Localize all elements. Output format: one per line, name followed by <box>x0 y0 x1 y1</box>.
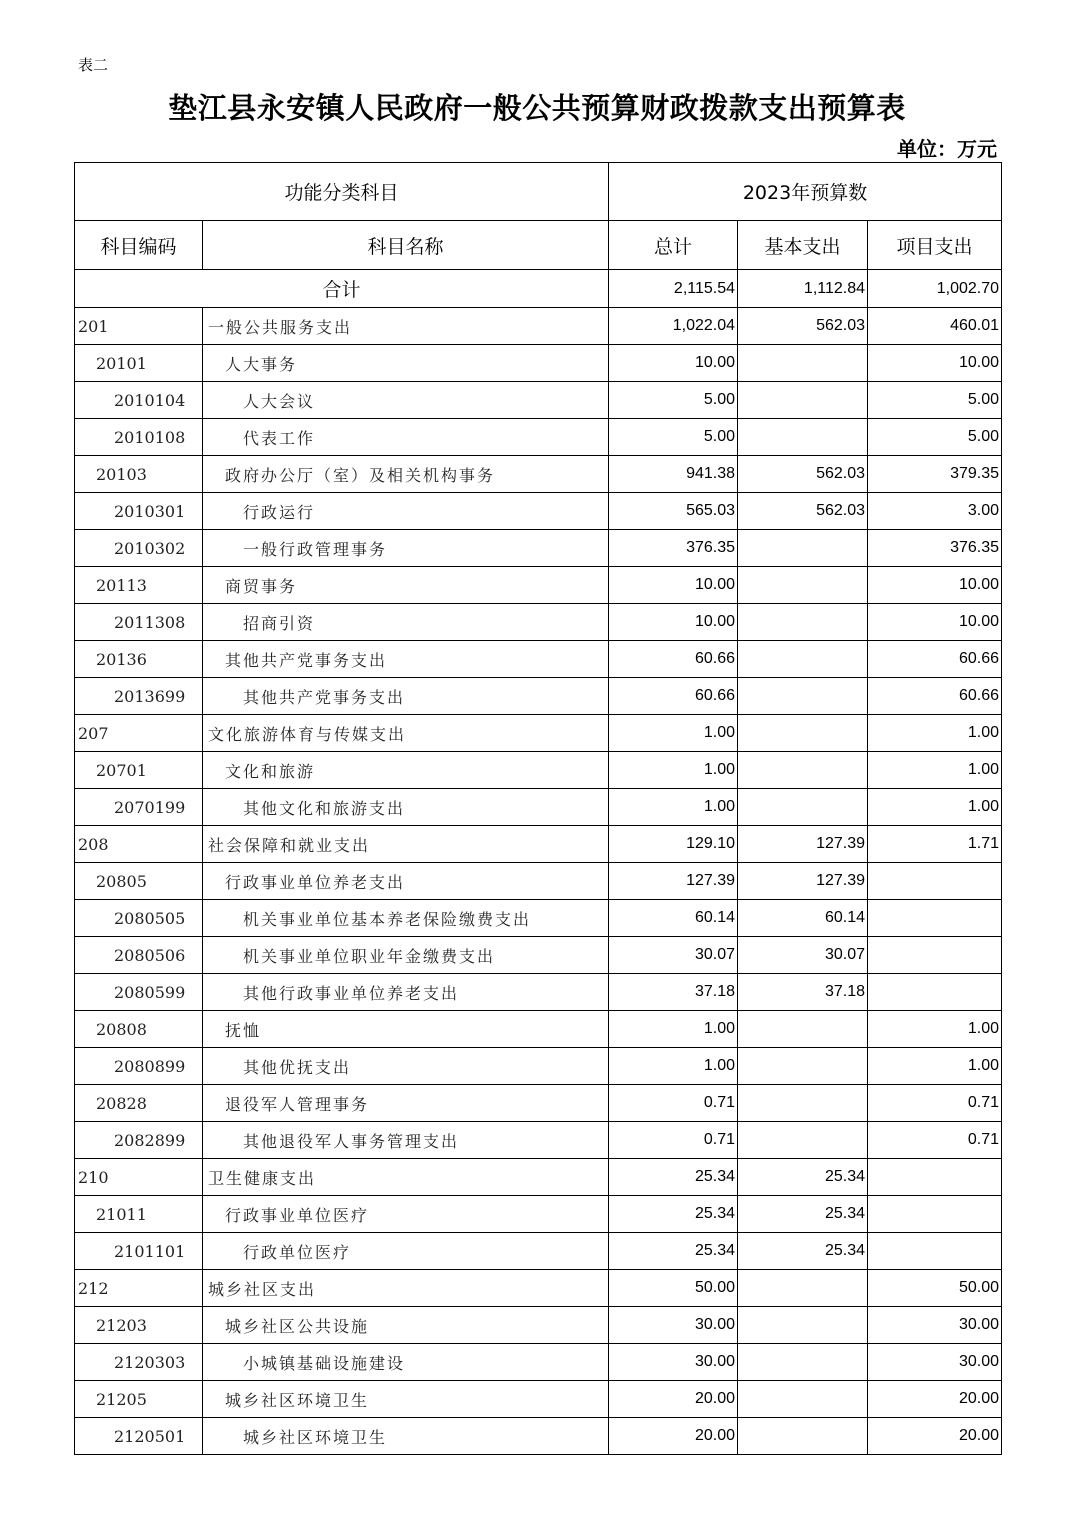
subject-name-cell: 小城镇基础设施建设 <box>203 1344 609 1381</box>
project-amount-cell: 460.01 <box>868 308 1002 345</box>
total-amount-cell: 5.00 <box>609 382 738 419</box>
subject-name-cell: 招商引资 <box>203 604 609 641</box>
subject-name-cell: 其他退役军人事务管理支出 <box>203 1122 609 1159</box>
subject-name-cell: 社会保障和就业支出 <box>203 826 609 863</box>
total-amount-cell: 30.00 <box>609 1307 738 1344</box>
subject-name-cell: 行政事业单位医疗 <box>203 1196 609 1233</box>
basic-amount-cell <box>738 1011 868 1048</box>
basic-amount-cell: 562.03 <box>738 456 868 493</box>
subject-code-cell: 2101101 <box>75 1233 203 1270</box>
subject-name-cell: 人大会议 <box>203 382 609 419</box>
subject-name-cell: 行政运行 <box>203 493 609 530</box>
table-row <box>75 1011 1002 1048</box>
subject-name-cell: 其他文化和旅游支出 <box>203 789 609 826</box>
subject-name-cell: 一般公共服务支出 <box>203 308 609 345</box>
table-row <box>75 382 1002 419</box>
table-row <box>75 345 1002 382</box>
table-row <box>75 1159 1002 1196</box>
total-amount-cell: 941.38 <box>609 456 738 493</box>
table-row <box>75 789 1002 826</box>
subject-name-cell: 一般行政管理事务 <box>203 530 609 567</box>
subject-name-cell: 城乡社区支出 <box>203 1270 609 1307</box>
table-row <box>75 715 1002 752</box>
subject-name-cell: 退役军人管理事务 <box>203 1085 609 1122</box>
subject-code-cell: 2082899 <box>75 1122 203 1159</box>
total-amount-cell: 1.00 <box>609 789 738 826</box>
table-row <box>75 641 1002 678</box>
subject-name-cell: 其他共产党事务支出 <box>203 678 609 715</box>
subject-code-cell: 2013699 <box>75 678 203 715</box>
table-row <box>75 678 1002 715</box>
table-row <box>75 493 1002 530</box>
subject-code-cell: 208 <box>75 826 203 863</box>
total-amount-cell: 60.66 <box>609 678 738 715</box>
table-row <box>75 1048 1002 1085</box>
basic-amount-cell: 37.18 <box>738 974 868 1011</box>
subject-name-cell: 行政单位医疗 <box>203 1233 609 1270</box>
table-row <box>75 900 1002 937</box>
subject-code-cell: 2120303 <box>75 1344 203 1381</box>
total-amount-cell: 30.00 <box>609 1344 738 1381</box>
table-row <box>75 937 1002 974</box>
table-row <box>75 863 1002 900</box>
basic-amount-cell <box>738 530 868 567</box>
basic-amount-cell: 562.03 <box>738 493 868 530</box>
basic-amount-cell <box>738 345 868 382</box>
project-amount-cell: 5.00 <box>868 382 1002 419</box>
subject-code-cell: 2120501 <box>75 1418 203 1455</box>
total-amount-cell: 10.00 <box>609 345 738 382</box>
total-amount-cell: 565.03 <box>609 493 738 530</box>
total-amount-cell: 20.00 <box>609 1381 738 1418</box>
total-label: 合计 <box>75 270 609 308</box>
project-amount-cell: 10.00 <box>868 345 1002 382</box>
project-amount-cell: 5.00 <box>868 419 1002 456</box>
total-amount-cell: 127.39 <box>609 863 738 900</box>
project-amount-cell: 30.00 <box>868 1307 1002 1344</box>
header-basic: 基本支出 <box>738 221 868 270</box>
basic-amount-cell <box>738 419 868 456</box>
subject-code-cell: 2080899 <box>75 1048 203 1085</box>
project-amount-cell <box>868 974 1002 1011</box>
subject-code-cell: 21205 <box>75 1381 203 1418</box>
basic-amount-cell <box>738 382 868 419</box>
table-row <box>75 752 1002 789</box>
table-row <box>75 456 1002 493</box>
table-row <box>75 308 1002 345</box>
header-code: 科目编码 <box>75 221 203 270</box>
table-row <box>75 1307 1002 1344</box>
subject-code-cell: 2080599 <box>75 974 203 1011</box>
total-amount-cell: 0.71 <box>609 1085 738 1122</box>
subject-name-cell: 文化旅游体育与传媒支出 <box>203 715 609 752</box>
subject-name-cell: 机关事业单位基本养老保险缴费支出 <box>203 900 609 937</box>
subject-name-cell: 机关事业单位职业年金缴费支出 <box>203 937 609 974</box>
project-amount-cell: 379.35 <box>868 456 1002 493</box>
project-amount-cell: 1.00 <box>868 752 1002 789</box>
subject-code-cell: 21203 <box>75 1307 203 1344</box>
table-row <box>75 1270 1002 1307</box>
basic-amount-cell <box>738 789 868 826</box>
project-amount-cell: 20.00 <box>868 1418 1002 1455</box>
basic-amount-cell <box>738 641 868 678</box>
basic-amount-cell <box>738 752 868 789</box>
total-row <box>75 270 1002 308</box>
basic-amount-cell: 25.34 <box>738 1233 868 1270</box>
header-function-class: 功能分类科目 <box>75 163 609 221</box>
total-amount-cell: 37.18 <box>609 974 738 1011</box>
header-budget-year: 2023年预算数 <box>609 163 1002 221</box>
project-amount-cell: 30.00 <box>868 1344 1002 1381</box>
basic-amount-cell: 60.14 <box>738 900 868 937</box>
basic-amount-cell: 25.34 <box>738 1196 868 1233</box>
project-amount-cell: 20.00 <box>868 1381 1002 1418</box>
project-amount-cell: 1.00 <box>868 715 1002 752</box>
subject-code-cell: 212 <box>75 1270 203 1307</box>
table-row <box>75 1196 1002 1233</box>
table-row <box>75 604 1002 641</box>
total-amount-cell: 1,022.04 <box>609 308 738 345</box>
unit-label: 单位：万元 <box>897 137 997 161</box>
project-amount-cell <box>868 1159 1002 1196</box>
basic-amount-cell <box>738 1085 868 1122</box>
project-amount-cell <box>868 1233 1002 1270</box>
table-row <box>75 567 1002 604</box>
project-amount-cell: 0.71 <box>868 1122 1002 1159</box>
subject-name-cell: 城乡社区环境卫生 <box>203 1381 609 1418</box>
total-amount-cell: 1.00 <box>609 1048 738 1085</box>
subject-code-cell: 207 <box>75 715 203 752</box>
total-amount-cell: 376.35 <box>609 530 738 567</box>
subject-code-cell: 201 <box>75 308 203 345</box>
total-amount-cell: 10.00 <box>609 604 738 641</box>
project-amount-cell <box>868 900 1002 937</box>
total-amount-cell: 60.14 <box>609 900 738 937</box>
total-amount-cell: 60.66 <box>609 641 738 678</box>
table-row <box>75 1381 1002 1418</box>
project-amount-cell <box>868 1196 1002 1233</box>
project-amount-cell <box>868 863 1002 900</box>
project-amount-cell <box>868 937 1002 974</box>
header-project: 项目支出 <box>868 221 1002 270</box>
total-amount-cell: 25.34 <box>609 1233 738 1270</box>
basic-amount-cell <box>738 1418 868 1455</box>
project-amount-cell: 1.00 <box>868 789 1002 826</box>
subject-name-cell: 抚恤 <box>203 1011 609 1048</box>
subject-code-cell: 2010108 <box>75 419 203 456</box>
subject-name-cell: 人大事务 <box>203 345 609 382</box>
total-amount-cell: 0.71 <box>609 1122 738 1159</box>
basic-amount-cell <box>738 1122 868 1159</box>
subject-code-cell: 20101 <box>75 345 203 382</box>
subject-name-cell: 代表工作 <box>203 419 609 456</box>
subject-code-cell: 21011 <box>75 1196 203 1233</box>
subject-name-cell: 城乡社区环境卫生 <box>203 1418 609 1455</box>
header-name: 科目名称 <box>203 221 609 270</box>
subject-code-cell: 20103 <box>75 456 203 493</box>
subject-name-cell: 政府办公厅（室）及相关机构事务 <box>203 456 609 493</box>
table-row <box>75 1344 1002 1381</box>
basic-amount-cell: 127.39 <box>738 863 868 900</box>
subject-name-cell: 卫生健康支出 <box>203 1159 609 1196</box>
total-amount-cell: 1.00 <box>609 752 738 789</box>
subject-code-cell: 20701 <box>75 752 203 789</box>
basic-amount-cell: 30.07 <box>738 937 868 974</box>
table-row <box>75 826 1002 863</box>
total-sum-cell: 2,115.54 <box>609 270 738 308</box>
subject-code-cell: 20136 <box>75 641 203 678</box>
subject-name-cell: 行政事业单位养老支出 <box>203 863 609 900</box>
table-row <box>75 1122 1002 1159</box>
project-amount-cell: 10.00 <box>868 567 1002 604</box>
header-row-1 <box>75 163 1002 221</box>
basic-amount-cell <box>738 1048 868 1085</box>
basic-amount-cell <box>738 1307 868 1344</box>
subject-code-cell: 20828 <box>75 1085 203 1122</box>
basic-amount-cell <box>738 715 868 752</box>
table-row <box>75 1418 1002 1455</box>
total-amount-cell: 25.34 <box>609 1196 738 1233</box>
subject-code-cell: 20805 <box>75 863 203 900</box>
subject-name-cell: 其他共产党事务支出 <box>203 641 609 678</box>
table-row <box>75 1085 1002 1122</box>
total-amount-cell: 5.00 <box>609 419 738 456</box>
subject-code-cell: 2080505 <box>75 900 203 937</box>
subject-code-cell: 20113 <box>75 567 203 604</box>
subject-code-cell: 210 <box>75 1159 203 1196</box>
basic-amount-cell <box>738 1270 868 1307</box>
table-number-label: 表二 <box>78 56 109 74</box>
project-amount-cell: 1.00 <box>868 1011 1002 1048</box>
project-amount-cell: 60.66 <box>868 678 1002 715</box>
total-amount-cell: 1.00 <box>609 1011 738 1048</box>
project-amount-cell: 376.35 <box>868 530 1002 567</box>
total-amount-cell: 10.00 <box>609 567 738 604</box>
basic-amount-cell: 562.03 <box>738 308 868 345</box>
project-amount-cell: 50.00 <box>868 1270 1002 1307</box>
header-row-2 <box>75 221 1002 270</box>
total-amount-cell: 50.00 <box>609 1270 738 1307</box>
total-amount-cell: 129.10 <box>609 826 738 863</box>
subject-name-cell: 城乡社区公共设施 <box>203 1307 609 1344</box>
subject-code-cell: 2010302 <box>75 530 203 567</box>
total-amount-cell: 20.00 <box>609 1418 738 1455</box>
subject-code-cell: 2010104 <box>75 382 203 419</box>
basic-amount-cell: 25.34 <box>738 1159 868 1196</box>
basic-amount-cell: 127.39 <box>738 826 868 863</box>
project-amount-cell: 3.00 <box>868 493 1002 530</box>
project-amount-cell: 1.00 <box>868 1048 1002 1085</box>
subject-name-cell: 文化和旅游 <box>203 752 609 789</box>
basic-amount-cell <box>738 604 868 641</box>
total-project-cell: 1,002.70 <box>868 270 1002 308</box>
basic-amount-cell <box>738 1344 868 1381</box>
project-amount-cell: 60.66 <box>868 641 1002 678</box>
total-amount-cell: 1.00 <box>609 715 738 752</box>
subject-code-cell: 2070199 <box>75 789 203 826</box>
table-row <box>75 1233 1002 1270</box>
basic-amount-cell <box>738 567 868 604</box>
table-row <box>75 530 1002 567</box>
table-row <box>75 974 1002 1011</box>
header-total: 总计 <box>609 221 738 270</box>
subject-name-cell: 商贸事务 <box>203 567 609 604</box>
basic-amount-cell <box>738 1381 868 1418</box>
subject-code-cell: 2011308 <box>75 604 203 641</box>
total-amount-cell: 25.34 <box>609 1159 738 1196</box>
document-title: 垫江县永安镇人民政府一般公共预算财政拨款支出预算表 <box>168 91 906 125</box>
project-amount-cell: 10.00 <box>868 604 1002 641</box>
subject-code-cell: 2080506 <box>75 937 203 974</box>
subject-code-cell: 20808 <box>75 1011 203 1048</box>
subject-name-cell: 其他优抚支出 <box>203 1048 609 1085</box>
total-amount-cell: 30.07 <box>609 937 738 974</box>
budget-table <box>74 162 1002 1455</box>
project-amount-cell: 1.71 <box>868 826 1002 863</box>
subject-name-cell: 其他行政事业单位养老支出 <box>203 974 609 1011</box>
project-amount-cell: 0.71 <box>868 1085 1002 1122</box>
subject-code-cell: 2010301 <box>75 493 203 530</box>
basic-amount-cell <box>738 678 868 715</box>
total-basic-cell: 1,112.84 <box>738 270 868 308</box>
table-row <box>75 419 1002 456</box>
